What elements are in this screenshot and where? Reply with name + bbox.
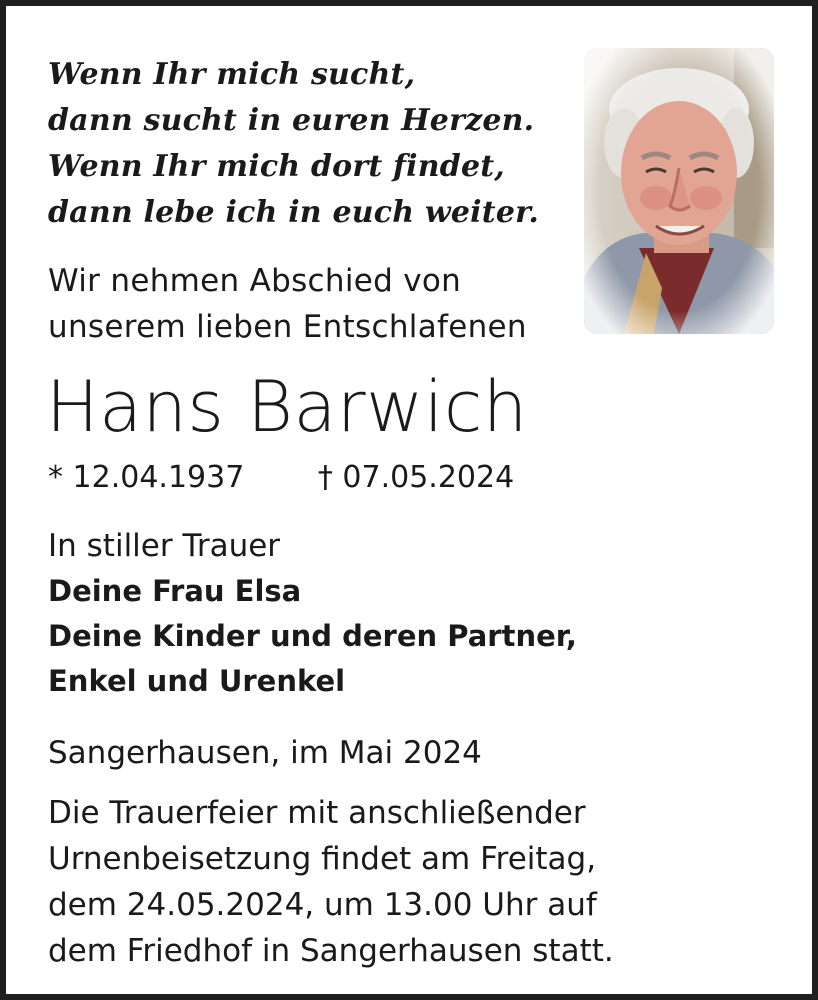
poem-line: Wenn Ihr mich dort findet,: [48, 149, 505, 184]
intro-line: Wir nehmen Abschied von: [48, 263, 462, 299]
ceremony-line: Die Trauerfeier mit anschließender: [48, 795, 586, 831]
mourner-line: Deine Kinder und deren Partner,: [48, 619, 577, 653]
poem-line: Wenn Ihr mich sucht,: [48, 57, 416, 92]
portrait-photo: [584, 48, 774, 334]
mourner-line: Enkel und Urenkel: [48, 664, 346, 698]
birth-date: * 12.04.1937: [48, 460, 245, 495]
place-and-date: Sangerhausen, im Mai 2024: [48, 735, 482, 771]
ceremony-line: dem Friedhof in Sangerhausen statt.: [48, 933, 614, 969]
mourners-block: [48, 524, 577, 704]
death-date: † 07.05.2024: [317, 460, 515, 495]
mourning-heading: In stiller Trauer: [48, 528, 281, 564]
portrait-illustration: [584, 48, 774, 334]
poem-line: dann sucht in euren Herzen.: [48, 103, 535, 138]
ceremony-line: dem 24.05.2024, um 13.00 Uhr auf: [48, 887, 597, 923]
intro-line: unserem lieben Entschlafenen: [48, 309, 527, 345]
ceremony-info: [48, 790, 614, 974]
mourner-line: Deine Frau Elsa: [48, 574, 302, 608]
poem-line: dann lebe ich in euch weiter.: [48, 195, 540, 230]
deceased-name: Hans Barwich: [46, 366, 528, 448]
life-dates: [48, 456, 514, 500]
farewell-intro: [48, 258, 527, 350]
ceremony-line: Urnenbeisetzung findet am Freitag,: [48, 841, 597, 877]
memorial-poem: [48, 52, 539, 236]
